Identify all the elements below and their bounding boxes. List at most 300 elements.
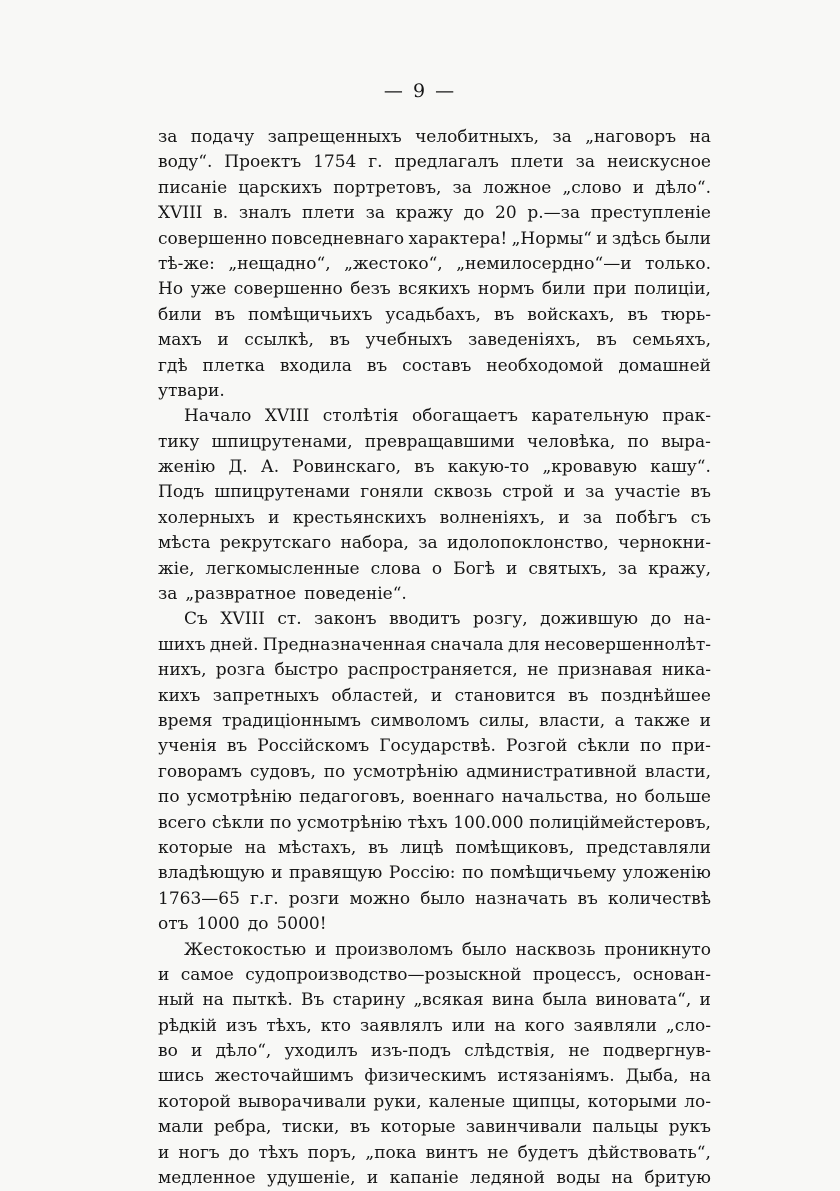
- text-line: [158, 734, 711, 759]
- word: и: [158, 964, 170, 985]
- word: на: [244, 837, 267, 858]
- word: мѣста: [158, 533, 211, 554]
- text-line: [158, 227, 711, 252]
- word: были: [665, 228, 711, 249]
- word: во: [158, 1041, 178, 1062]
- word: в.: [213, 203, 229, 224]
- word: до: [247, 914, 269, 935]
- word: дожившую: [540, 609, 638, 630]
- word: изъ: [225, 1015, 258, 1036]
- text-line: [158, 1039, 711, 1064]
- word: законъ: [314, 609, 377, 630]
- word: „всякая: [413, 990, 484, 1011]
- word: прак-: [662, 406, 711, 427]
- word: за: [365, 203, 385, 224]
- word: за: [585, 482, 605, 503]
- word: утвари.: [158, 380, 225, 401]
- word: и: [190, 1041, 203, 1062]
- word: отъ: [158, 914, 189, 935]
- word: безъ: [350, 279, 391, 300]
- word: въ: [690, 482, 711, 503]
- word: ст.: [277, 609, 302, 630]
- word: выра-: [661, 431, 711, 452]
- word: самое: [180, 964, 234, 985]
- word: которые: [158, 837, 233, 858]
- word: зналъ: [238, 203, 292, 224]
- word: при: [593, 279, 627, 300]
- word: заведеніяхъ,: [467, 330, 581, 351]
- text-line: [158, 607, 711, 632]
- word: быстро: [274, 660, 339, 681]
- word: за: [158, 584, 178, 605]
- word: истязаніямъ.: [497, 1066, 615, 1087]
- word: волненіяхъ,: [439, 507, 545, 528]
- word: поръ,: [307, 1142, 357, 1163]
- word: кого: [524, 1015, 565, 1036]
- word: въ: [568, 685, 589, 706]
- text-line: [158, 150, 711, 175]
- word: педагоговъ,: [299, 787, 406, 808]
- word: за: [452, 177, 472, 198]
- word: сѣкли: [577, 736, 630, 757]
- word: тѣ-же:: [158, 253, 215, 274]
- word: и: [699, 710, 711, 731]
- word: насквозь: [515, 939, 596, 960]
- word: дѣло“.: [655, 177, 711, 198]
- text-line: [158, 201, 711, 226]
- text-line: [158, 176, 711, 201]
- word: Но: [158, 279, 184, 300]
- text-line: [158, 912, 711, 937]
- word: ный: [158, 990, 195, 1011]
- word: и: [366, 1168, 379, 1189]
- word: „развратное: [185, 584, 297, 605]
- word: А.: [260, 457, 280, 478]
- word: кашу“.: [650, 457, 711, 478]
- word: назначать: [475, 888, 568, 909]
- word: „нещадно“,: [228, 253, 331, 274]
- word: мали: [158, 1117, 204, 1138]
- text-line: [158, 328, 711, 353]
- text-line: [158, 1014, 711, 1039]
- word: мѣстахъ,: [277, 837, 357, 858]
- word: на: [202, 990, 224, 1011]
- word: характера!: [408, 228, 508, 249]
- word: Проектъ: [224, 152, 302, 173]
- word: тѣхъ: [407, 812, 448, 833]
- text-line: [158, 430, 711, 455]
- word: удушеніе,: [266, 1168, 356, 1189]
- word: распространяется,: [347, 660, 518, 681]
- word: Государствѣ.: [379, 736, 496, 757]
- word: помѣщичьихъ: [248, 304, 373, 325]
- word: также: [634, 710, 691, 731]
- text-line: [158, 861, 711, 886]
- word: капаніе: [389, 1168, 459, 1189]
- word: по: [462, 863, 484, 884]
- word: ложное: [483, 177, 552, 198]
- word: ребра,: [213, 1117, 272, 1138]
- word: Розгой: [505, 736, 568, 757]
- word: въ: [627, 304, 648, 325]
- word: Россію:: [388, 863, 456, 884]
- word: правящую: [289, 863, 383, 884]
- word: которой: [158, 1091, 231, 1112]
- word: Богѣ: [453, 558, 495, 579]
- word: руки,: [373, 1091, 422, 1112]
- word: писаніе: [158, 177, 228, 198]
- word: до: [463, 203, 485, 224]
- word: „пока: [365, 1142, 417, 1163]
- word: но: [615, 787, 638, 808]
- word: время: [158, 710, 213, 731]
- word: 100.000: [453, 812, 524, 833]
- word: по: [269, 812, 292, 833]
- word: на-: [683, 609, 711, 630]
- word: розга: [215, 660, 266, 681]
- word: 1754: [313, 152, 357, 173]
- word: неискусное: [606, 152, 711, 173]
- word: били: [541, 279, 586, 300]
- word: крестьянскихъ: [292, 507, 427, 528]
- text-line: [158, 1064, 711, 1089]
- text-line: [158, 480, 711, 505]
- text-line: [158, 354, 711, 379]
- word: и: [158, 1142, 170, 1163]
- word: плети: [510, 152, 564, 173]
- text-line: [158, 938, 711, 963]
- word: а: [614, 710, 625, 731]
- word: помѣщичьему: [490, 863, 617, 884]
- word: выворачивали: [238, 1091, 367, 1112]
- text-line: [158, 658, 711, 683]
- word: за: [582, 507, 603, 528]
- word: повседневнаго: [271, 228, 405, 249]
- text-line: [158, 684, 711, 709]
- word: ссылкѣ,: [244, 330, 314, 351]
- text-line: [158, 455, 711, 480]
- word: за: [617, 558, 638, 579]
- word: столѣтія: [322, 406, 399, 427]
- word: гоняли: [360, 482, 424, 503]
- word: портретовъ,: [333, 177, 442, 198]
- word: человѣка,: [526, 431, 616, 452]
- word: областей,: [331, 685, 419, 706]
- word: символомъ: [370, 710, 470, 731]
- text-line: [158, 887, 711, 912]
- word: кражу,: [648, 558, 711, 579]
- word: Предназначенная: [262, 634, 427, 655]
- word: будетъ: [517, 1142, 579, 1163]
- word: владѣющую: [158, 863, 265, 884]
- page-number: — 9 —: [383, 80, 457, 102]
- word: процессъ,: [532, 964, 622, 985]
- word: розги: [288, 888, 340, 909]
- word: 5000!: [276, 914, 327, 935]
- word: было: [420, 888, 466, 909]
- word: начальства,: [501, 787, 609, 808]
- word: „жестоко“,: [344, 253, 443, 274]
- word: усмотрѣнію: [353, 761, 459, 782]
- word: о: [431, 558, 443, 579]
- word: „слово: [562, 177, 622, 198]
- word: р.—за: [527, 203, 581, 224]
- word: махъ: [158, 330, 202, 351]
- word: жіе,: [158, 558, 195, 579]
- word: или: [451, 1015, 486, 1036]
- word: полиціи,: [634, 279, 711, 300]
- word: шись: [158, 1066, 204, 1087]
- word: до: [228, 1142, 250, 1163]
- text-line: [158, 1090, 711, 1115]
- word: щипцы,: [512, 1091, 581, 1112]
- word: побѣгъ: [615, 507, 678, 528]
- text-line: [158, 506, 711, 531]
- word: и: [271, 863, 283, 884]
- word: холерныхъ: [158, 507, 255, 528]
- word: судопроизводство—розыскной: [245, 964, 522, 985]
- text-line: [158, 633, 711, 658]
- word: на: [689, 1066, 711, 1087]
- word: тиски,: [281, 1117, 340, 1138]
- word: дѣйствовать“,: [587, 1142, 711, 1163]
- word: Начало: [184, 406, 252, 427]
- word: становится: [454, 685, 556, 706]
- word: и: [596, 228, 608, 249]
- word: и: [314, 939, 327, 960]
- word: царскихъ: [238, 177, 323, 198]
- word: превращавшими: [364, 431, 515, 452]
- word: запрещенныхъ: [267, 127, 402, 147]
- word: составъ: [402, 355, 472, 376]
- word: основан-: [632, 964, 711, 985]
- word: военнаго: [412, 787, 495, 808]
- word: здѣсь: [611, 228, 661, 249]
- word: женію: [158, 457, 216, 478]
- word: признавая: [557, 660, 653, 681]
- word: Подъ: [158, 482, 205, 503]
- word: было: [461, 939, 507, 960]
- word: идолопоклонство,: [447, 533, 609, 554]
- word: тѣхъ,: [266, 1015, 312, 1036]
- word: усадьбахъ,: [385, 304, 481, 325]
- word: рукъ: [668, 1117, 711, 1138]
- word: и: [699, 990, 711, 1011]
- word: святыхъ,: [528, 558, 607, 579]
- word: съ: [690, 507, 711, 528]
- word: на: [611, 1168, 633, 1189]
- word: Съ: [184, 609, 208, 630]
- word: сквозь: [433, 482, 493, 503]
- word: Д.: [228, 457, 248, 478]
- body-text: [158, 125, 711, 1191]
- word: не: [487, 1142, 509, 1163]
- text-line: [158, 709, 711, 734]
- word: „наговоръ: [585, 127, 677, 147]
- text-line: [158, 760, 711, 785]
- word: которые: [380, 1117, 456, 1138]
- word: подачу: [190, 127, 255, 147]
- word: бритую: [644, 1168, 711, 1189]
- word: заявлялъ: [359, 1015, 443, 1036]
- word: и: [563, 482, 576, 503]
- word: Въ: [301, 990, 325, 1011]
- word: позднѣйшее: [600, 685, 711, 706]
- word: участіе: [614, 482, 681, 503]
- word: полиціймейстеровъ,: [529, 812, 711, 833]
- word: 1000: [196, 914, 240, 935]
- word: помѣщиковъ,: [455, 837, 575, 858]
- word: набора,: [340, 533, 409, 554]
- word: нихъ,: [158, 660, 207, 681]
- word: на: [689, 127, 711, 147]
- word: въ: [368, 837, 389, 858]
- word: которыми: [587, 1091, 678, 1112]
- word: въ: [329, 330, 350, 351]
- word: XVIII: [220, 609, 265, 630]
- word: какую-то: [447, 457, 530, 478]
- word: виновата“,: [595, 990, 692, 1011]
- word: г.: [368, 152, 383, 173]
- text-line: [158, 1166, 711, 1191]
- text-line: [158, 811, 711, 836]
- word: Россійскомъ: [257, 736, 370, 757]
- word: предлагалъ: [394, 152, 499, 173]
- word: ученія: [158, 736, 217, 757]
- text-line: [158, 303, 711, 328]
- word: и: [430, 685, 443, 706]
- word: въ: [493, 304, 515, 325]
- word: медленное: [158, 1168, 256, 1189]
- word: тѣхъ: [258, 1142, 299, 1163]
- word: шихъ: [158, 634, 206, 655]
- text-line: [158, 277, 711, 302]
- word: административной: [466, 761, 637, 782]
- word: по: [158, 787, 180, 808]
- word: нормъ: [477, 279, 535, 300]
- text-line: [158, 531, 711, 556]
- word: 20: [495, 203, 517, 224]
- word: сѣкли: [211, 812, 265, 833]
- word: больше: [644, 787, 711, 808]
- word: каленые: [428, 1091, 506, 1112]
- text-line: [158, 785, 711, 810]
- word: усмотрѣнію: [186, 787, 292, 808]
- word: слова: [370, 558, 421, 579]
- text-line: [158, 836, 711, 861]
- word: поведеніе“.: [304, 584, 407, 605]
- text-line: [158, 404, 711, 429]
- word: кто: [320, 1015, 352, 1036]
- word: не: [568, 1041, 590, 1062]
- word: дѣло“,: [215, 1041, 272, 1062]
- word: „немилосердно“—и: [456, 253, 632, 274]
- word: за: [552, 127, 572, 147]
- word: физическимъ: [364, 1066, 487, 1087]
- word: въ: [226, 736, 248, 757]
- word: несовершеннолѣт-: [544, 634, 711, 655]
- text-line: [158, 379, 711, 404]
- word: челобитныхъ,: [415, 127, 540, 147]
- word: сначала: [430, 634, 504, 655]
- word: необходомой: [486, 355, 604, 376]
- word: вина: [491, 990, 535, 1011]
- word: гдѣ: [158, 355, 188, 376]
- word: ника-: [661, 660, 711, 681]
- word: подвергнув-: [602, 1041, 711, 1062]
- word: ло-: [684, 1091, 711, 1112]
- word: Дыба,: [625, 1066, 679, 1087]
- word: тику: [158, 431, 200, 452]
- text-line: [158, 252, 711, 277]
- word: пальцы: [592, 1117, 659, 1138]
- word: за: [575, 152, 596, 173]
- word: строй: [502, 482, 554, 503]
- word: и: [632, 177, 645, 198]
- word: для: [508, 634, 541, 655]
- word: лицѣ: [400, 837, 444, 858]
- word: въ: [577, 888, 598, 909]
- word: въ: [596, 330, 617, 351]
- word: и: [217, 330, 229, 351]
- word: въ: [366, 355, 388, 376]
- word: кражу: [395, 203, 453, 224]
- word: только.: [645, 253, 711, 274]
- word: били: [158, 304, 202, 325]
- word: ледяной: [470, 1168, 545, 1189]
- word: XVIII: [264, 406, 310, 427]
- word: тюрь-: [660, 304, 711, 325]
- word: рѣдкій: [158, 1015, 217, 1036]
- word: изъ-подъ: [370, 1041, 451, 1062]
- text-line: [158, 963, 711, 988]
- word: шпицрутенами: [214, 482, 351, 503]
- word: Ровинскаго,: [292, 457, 401, 478]
- word: на: [494, 1015, 516, 1036]
- word: и: [268, 507, 280, 528]
- word: 1763—65: [158, 888, 240, 909]
- word: и: [558, 507, 570, 528]
- word: чернокни-: [618, 533, 711, 554]
- word: кихъ: [158, 685, 201, 706]
- word: при-: [671, 736, 711, 757]
- word: г.г.: [250, 888, 279, 909]
- word: не: [527, 660, 549, 681]
- text-line: [158, 125, 711, 150]
- word: обогащаетъ: [412, 406, 518, 427]
- word: слѣдствія,: [464, 1041, 556, 1062]
- word: проникнуто: [604, 939, 711, 960]
- word: по: [627, 431, 649, 452]
- word: уже: [190, 279, 227, 300]
- word: судовъ,: [249, 761, 316, 782]
- word: „кровавую: [542, 457, 638, 478]
- word: домашней: [618, 355, 711, 376]
- word: воду“.: [158, 152, 213, 173]
- word: карательную: [531, 406, 649, 427]
- text-line: [158, 988, 711, 1013]
- word: говорамъ: [158, 761, 243, 782]
- text-line: [158, 557, 711, 582]
- word: совершенно: [233, 279, 343, 300]
- word: и: [505, 558, 518, 579]
- text-line: [158, 582, 711, 607]
- word: всякихъ: [398, 279, 471, 300]
- word: учебныхъ: [365, 330, 453, 351]
- word: за: [418, 533, 438, 554]
- word: „Нормы“: [511, 228, 592, 249]
- word: запретныхъ: [212, 685, 320, 706]
